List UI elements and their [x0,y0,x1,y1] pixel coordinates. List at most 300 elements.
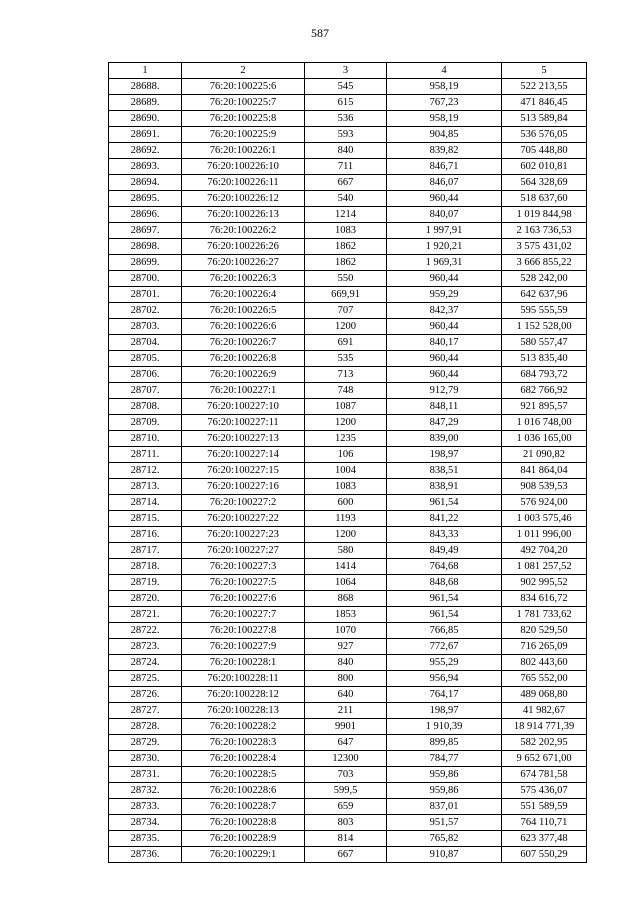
specific-value-cell: 1 920,21 [387,239,502,255]
row-number-cell: 28711. [109,447,182,463]
table-row [109,367,587,383]
specific-value-cell: 958,19 [387,79,502,95]
cadastral-value-cell: 1 003 575,46 [502,511,587,527]
row-number-cell: 28727. [109,703,182,719]
cadastral-value-cell: 841 864,04 [502,463,587,479]
table-row [109,831,587,847]
table-row [109,767,587,783]
row-number-cell: 28694. [109,175,182,191]
area-cell: 803 [305,815,387,831]
cadastral-number-cell: 76:20:100226:5 [182,303,305,319]
area-cell: 536 [305,111,387,127]
specific-value-cell: 960,44 [387,271,502,287]
area-cell: 1853 [305,607,387,623]
cadastral-number-cell: 76:20:100227:9 [182,639,305,655]
table-row [109,79,587,95]
specific-value-cell: 961,54 [387,607,502,623]
cadastral-number-cell: 76:20:100226:8 [182,351,305,367]
specific-value-cell: 960,44 [387,191,502,207]
area-cell: 840 [305,143,387,159]
area-cell: 927 [305,639,387,655]
specific-value-cell: 961,54 [387,495,502,511]
specific-value-cell: 848,68 [387,575,502,591]
cadastral-number-cell: 76:20:100227:5 [182,575,305,591]
cadastral-number-cell: 76:20:100228:9 [182,831,305,847]
row-number-cell: 28713. [109,479,182,495]
cadastral-value-cell: 834 616,72 [502,591,587,607]
table-row [109,159,587,175]
cadastral-value-cell: 18 914 771,39 [502,719,587,735]
cadastral-number-cell: 76:20:100227:27 [182,543,305,559]
row-number-cell: 28698. [109,239,182,255]
cadastral-value-cell: 1 019 844,98 [502,207,587,223]
specific-value-cell: 841,22 [387,511,502,527]
specific-value-cell: 1 910,39 [387,719,502,735]
cadastral-number-cell: 76:20:100227:1 [182,383,305,399]
cadastral-number-cell: 76:20:100227:11 [182,415,305,431]
cadastral-number-cell: 76:20:100227:23 [182,527,305,543]
specific-value-cell: 838,51 [387,463,502,479]
cadastral-value-cell: 564 328,69 [502,175,587,191]
specific-value-cell: 960,44 [387,351,502,367]
cadastral-value-cell: 684 793,72 [502,367,587,383]
cadastral-value-cell: 682 766,92 [502,383,587,399]
cadastral-number-cell: 76:20:100228:8 [182,815,305,831]
specific-value-cell: 784,77 [387,751,502,767]
area-cell: 1235 [305,431,387,447]
cadastral-value-cell: 2 163 736,53 [502,223,587,239]
row-number-cell: 28735. [109,831,182,847]
cadastral-number-cell: 76:20:100226:3 [182,271,305,287]
row-number-cell: 28706. [109,367,182,383]
specific-value-cell: 960,44 [387,319,502,335]
table-row [109,783,587,799]
row-number-cell: 28721. [109,607,182,623]
table-row [109,95,587,111]
specific-value-cell: 904,85 [387,127,502,143]
cadastral-number-cell: 76:20:100226:6 [182,319,305,335]
specific-value-cell: 767,23 [387,95,502,111]
row-number-cell: 28703. [109,319,182,335]
cadastral-value-cell: 471 846,45 [502,95,587,111]
row-number-cell: 28731. [109,767,182,783]
area-cell: 535 [305,351,387,367]
cadastral-value-cell: 575 436,07 [502,783,587,799]
specific-value-cell: 766,85 [387,623,502,639]
area-cell: 1414 [305,559,387,575]
table-row [109,271,587,287]
specific-value-cell: 959,86 [387,767,502,783]
table-row [109,175,587,191]
row-number-cell: 28707. [109,383,182,399]
specific-value-cell: 1 997,91 [387,223,502,239]
table-row [109,447,587,463]
specific-value-cell: 1 969,31 [387,255,502,271]
specific-value-cell: 848,11 [387,399,502,415]
area-cell: 647 [305,735,387,751]
area-cell: 659 [305,799,387,815]
table-body [109,79,587,863]
row-number-cell: 28722. [109,623,182,639]
cadastral-value-cell: 41 982,67 [502,703,587,719]
cadastral-value-cell: 908 539,53 [502,479,587,495]
area-cell: 12300 [305,751,387,767]
cadastral-value-cell: 705 448,80 [502,143,587,159]
table-row [109,719,587,735]
row-number-cell: 28710. [109,431,182,447]
area-cell: 711 [305,159,387,175]
cadastral-number-cell: 76:20:100227:14 [182,447,305,463]
table-row [109,543,587,559]
table-row [109,623,587,639]
specific-value-cell: 840,17 [387,335,502,351]
table-row [109,655,587,671]
area-cell: 9901 [305,719,387,735]
table-row [109,847,587,863]
area-cell: 691 [305,335,387,351]
area-cell: 599,5 [305,783,387,799]
specific-value-cell: 910,87 [387,847,502,863]
specific-value-cell: 765,82 [387,831,502,847]
area-cell: 800 [305,671,387,687]
specific-value-cell: 847,29 [387,415,502,431]
cadastral-number-cell: 76:20:100227:2 [182,495,305,511]
row-number-cell: 28702. [109,303,182,319]
table-row [109,575,587,591]
row-number-cell: 28692. [109,143,182,159]
table-row [109,287,587,303]
table-row [109,591,587,607]
table-row [109,607,587,623]
cadastral-number-cell: 76:20:100225:7 [182,95,305,111]
table-row [109,239,587,255]
area-cell: 703 [305,767,387,783]
area-cell: 540 [305,191,387,207]
row-number-cell: 28714. [109,495,182,511]
cadastral-value-cell: 921 895,57 [502,399,587,415]
specific-value-cell: 764,17 [387,687,502,703]
cadastral-number-cell: 76:20:100226:27 [182,255,305,271]
cadastral-value-cell: 9 652 671,00 [502,751,587,767]
table-row [109,559,587,575]
row-number-cell: 28696. [109,207,182,223]
table-row [109,815,587,831]
specific-value-cell: 764,68 [387,559,502,575]
area-cell: 707 [305,303,387,319]
specific-value-cell: 837,01 [387,799,502,815]
cadastral-value-cell: 902 995,52 [502,575,587,591]
cadastral-number-cell: 76:20:100228:5 [182,767,305,783]
cadastral-value-cell: 674 781,58 [502,767,587,783]
area-cell: 1200 [305,319,387,335]
row-number-cell: 28691. [109,127,182,143]
row-number-cell: 28724. [109,655,182,671]
row-number-cell: 28723. [109,639,182,655]
cadastral-number-cell: 76:20:100226:13 [182,207,305,223]
specific-value-cell: 840,07 [387,207,502,223]
area-cell: 106 [305,447,387,463]
cadastral-value-cell: 623 377,48 [502,831,587,847]
area-cell: 580 [305,543,387,559]
cadastral-value-cell: 820 529,50 [502,623,587,639]
specific-value-cell: 839,82 [387,143,502,159]
table-row [109,143,587,159]
cadastral-number-cell: 76:20:100228:11 [182,671,305,687]
cadastral-value-cell: 1 152 528,00 [502,319,587,335]
area-cell: 640 [305,687,387,703]
cadastral-number-cell: 76:20:100228:13 [182,703,305,719]
cadastral-number-cell: 76:20:100226:2 [182,223,305,239]
row-number-cell: 28709. [109,415,182,431]
row-number-cell: 28695. [109,191,182,207]
table-row [109,127,587,143]
area-cell: 1200 [305,415,387,431]
table-row [109,495,587,511]
specific-value-cell: 838,91 [387,479,502,495]
area-cell: 1083 [305,479,387,495]
row-number-cell: 28725. [109,671,182,687]
table-row [109,255,587,271]
table-row [109,335,587,351]
cadastral-value-cell: 21 090,82 [502,447,587,463]
area-cell: 667 [305,175,387,191]
row-number-cell: 28736. [109,847,182,863]
header-row [109,63,587,79]
row-number-cell: 28704. [109,335,182,351]
specific-value-cell: 955,29 [387,655,502,671]
table-row [109,319,587,335]
cadastral-value-cell: 765 552,00 [502,671,587,687]
specific-value-cell: 959,86 [387,783,502,799]
table-row [109,191,587,207]
row-number-cell: 28718. [109,559,182,575]
specific-value-cell: 846,71 [387,159,502,175]
area-cell: 667 [305,847,387,863]
row-number-cell: 28701. [109,287,182,303]
area-cell: 1862 [305,239,387,255]
row-number-cell: 28720. [109,591,182,607]
area-cell: 748 [305,383,387,399]
row-number-cell: 28697. [109,223,182,239]
cadastral-value-cell: 576 924,00 [502,495,587,511]
column-header-4: 4 [387,63,502,79]
cadastral-number-cell: 76:20:100225:8 [182,111,305,127]
row-number-cell: 28728. [109,719,182,735]
specific-value-cell: 961,54 [387,591,502,607]
cadastral-value-cell: 513 835,40 [502,351,587,367]
row-number-cell: 28732. [109,783,182,799]
table-row [109,671,587,687]
cadastral-number-cell: 76:20:100229:1 [182,847,305,863]
row-number-cell: 28699. [109,255,182,271]
specific-value-cell: 956,94 [387,671,502,687]
row-number-cell: 28688. [109,79,182,95]
column-header-5: 5 [502,63,587,79]
table-row [109,687,587,703]
cadastral-value-cell: 1 081 257,52 [502,559,587,575]
cadastral-value-cell: 802 443,60 [502,655,587,671]
table-row [109,111,587,127]
cadastral-number-cell: 76:20:100226:4 [182,287,305,303]
area-cell: 1214 [305,207,387,223]
cadastral-number-cell: 76:20:100227:16 [182,479,305,495]
specific-value-cell: 959,29 [387,287,502,303]
cadastral-value-cell: 489 068,80 [502,687,587,703]
row-number-cell: 28733. [109,799,182,815]
row-number-cell: 28693. [109,159,182,175]
cadastral-value-cell: 492 704,20 [502,543,587,559]
column-header-3: 3 [305,63,387,79]
cadastral-value-cell: 1 781 733,62 [502,607,587,623]
cadastral-number-cell: 76:20:100225:9 [182,127,305,143]
cadastral-value-cell: 3 575 431,02 [502,239,587,255]
table-row [109,303,587,319]
cadastral-number-cell: 76:20:100226:26 [182,239,305,255]
table-row [109,735,587,751]
area-cell: 550 [305,271,387,287]
cadastral-number-cell: 76:20:100227:15 [182,463,305,479]
cadastral-value-cell: 580 557,47 [502,335,587,351]
specific-value-cell: 899,85 [387,735,502,751]
area-cell: 545 [305,79,387,95]
specific-value-cell: 198,97 [387,703,502,719]
page-number: 587 [311,26,329,40]
row-number-cell: 28708. [109,399,182,415]
row-number-cell: 28705. [109,351,182,367]
cadastral-value-cell: 595 555,59 [502,303,587,319]
cadastral-number-cell: 76:20:100227:6 [182,591,305,607]
row-number-cell: 28717. [109,543,182,559]
row-number-cell: 28712. [109,463,182,479]
table-row [109,799,587,815]
cadastral-number-cell: 76:20:100228:2 [182,719,305,735]
row-number-cell: 28729. [109,735,182,751]
cadastral-number-cell: 76:20:100226:11 [182,175,305,191]
cadastral-number-cell: 76:20:100225:6 [182,79,305,95]
table-row [109,415,587,431]
cadastral-value-cell: 642 637,96 [502,287,587,303]
cadastral-number-cell: 76:20:100226:9 [182,367,305,383]
table-row [109,207,587,223]
cadastral-value-cell: 716 265,09 [502,639,587,655]
area-cell: 1193 [305,511,387,527]
specific-value-cell: 839,00 [387,431,502,447]
specific-value-cell: 846,07 [387,175,502,191]
cadastral-value-cell: 3 666 855,22 [502,255,587,271]
cadastral-value-cell: 551 589,59 [502,799,587,815]
area-cell: 600 [305,495,387,511]
area-cell: 1004 [305,463,387,479]
table-row [109,223,587,239]
cadastral-number-cell: 76:20:100226:7 [182,335,305,351]
specific-value-cell: 958,19 [387,111,502,127]
cadastral-number-cell: 76:20:100228:3 [182,735,305,751]
specific-value-cell: 912,79 [387,383,502,399]
area-cell: 868 [305,591,387,607]
cadastral-value-cell: 518 637,60 [502,191,587,207]
area-cell: 1070 [305,623,387,639]
table-row [109,479,587,495]
cadastral-value-cell: 1 036 165,00 [502,431,587,447]
cadastral-value-cell: 582 202,95 [502,735,587,751]
row-number-cell: 28690. [109,111,182,127]
table-row [109,463,587,479]
area-cell: 814 [305,831,387,847]
specific-value-cell: 951,57 [387,815,502,831]
specific-value-cell: 198,97 [387,447,502,463]
specific-value-cell: 772,67 [387,639,502,655]
table-row [109,511,587,527]
cadastral-number-cell: 76:20:100228:1 [182,655,305,671]
cadastral-number-cell: 76:20:100227:7 [182,607,305,623]
row-number-cell: 28719. [109,575,182,591]
cadastral-number-cell: 76:20:100226:10 [182,159,305,175]
cadastral-number-cell: 76:20:100227:10 [182,399,305,415]
row-number-cell: 28689. [109,95,182,111]
area-cell: 669,91 [305,287,387,303]
cadastral-number-cell: 76:20:100227:3 [182,559,305,575]
cadastral-value-cell: 602 010,81 [502,159,587,175]
cadastral-number-cell: 76:20:100227:13 [182,431,305,447]
area-cell: 1064 [305,575,387,591]
specific-value-cell: 960,44 [387,367,502,383]
area-cell: 593 [305,127,387,143]
row-number-cell: 28734. [109,815,182,831]
cadastral-number-cell: 76:20:100227:22 [182,511,305,527]
cadastral-value-cell: 1 016 748,00 [502,415,587,431]
cadastral-number-cell: 76:20:100226:1 [182,143,305,159]
area-cell: 840 [305,655,387,671]
cadastral-number-cell: 76:20:100227:8 [182,623,305,639]
cadastral-number-cell: 76:20:100228:6 [182,783,305,799]
column-header-2: 2 [182,63,305,79]
row-number-cell: 28700. [109,271,182,287]
cadastral-value-cell: 764 110,71 [502,815,587,831]
table-row [109,639,587,655]
area-cell: 1083 [305,223,387,239]
column-header-1: 1 [109,63,182,79]
table-row [109,527,587,543]
cadastral-number-cell: 76:20:100226:12 [182,191,305,207]
table-row [109,703,587,719]
cadastral-value-cell: 513 589,84 [502,111,587,127]
cadastral-number-cell: 76:20:100228:4 [182,751,305,767]
specific-value-cell: 843,33 [387,527,502,543]
cadastral-value-cell: 536 576,05 [502,127,587,143]
table-row [109,431,587,447]
table-row [109,751,587,767]
table-row [109,383,587,399]
row-number-cell: 28715. [109,511,182,527]
table-row [109,351,587,367]
area-cell: 1862 [305,255,387,271]
row-number-cell: 28716. [109,527,182,543]
area-cell: 211 [305,703,387,719]
table-row [109,399,587,415]
row-number-cell: 28730. [109,751,182,767]
specific-value-cell: 842,37 [387,303,502,319]
area-cell: 713 [305,367,387,383]
cadastral-number-cell: 76:20:100228:7 [182,799,305,815]
row-number-cell: 28726. [109,687,182,703]
cadastral-number-cell: 76:20:100228:12 [182,687,305,703]
area-cell: 1087 [305,399,387,415]
area-cell: 615 [305,95,387,111]
table-header [109,63,587,79]
cadastral-value-table [108,62,587,863]
specific-value-cell: 849,49 [387,543,502,559]
area-cell: 1200 [305,527,387,543]
